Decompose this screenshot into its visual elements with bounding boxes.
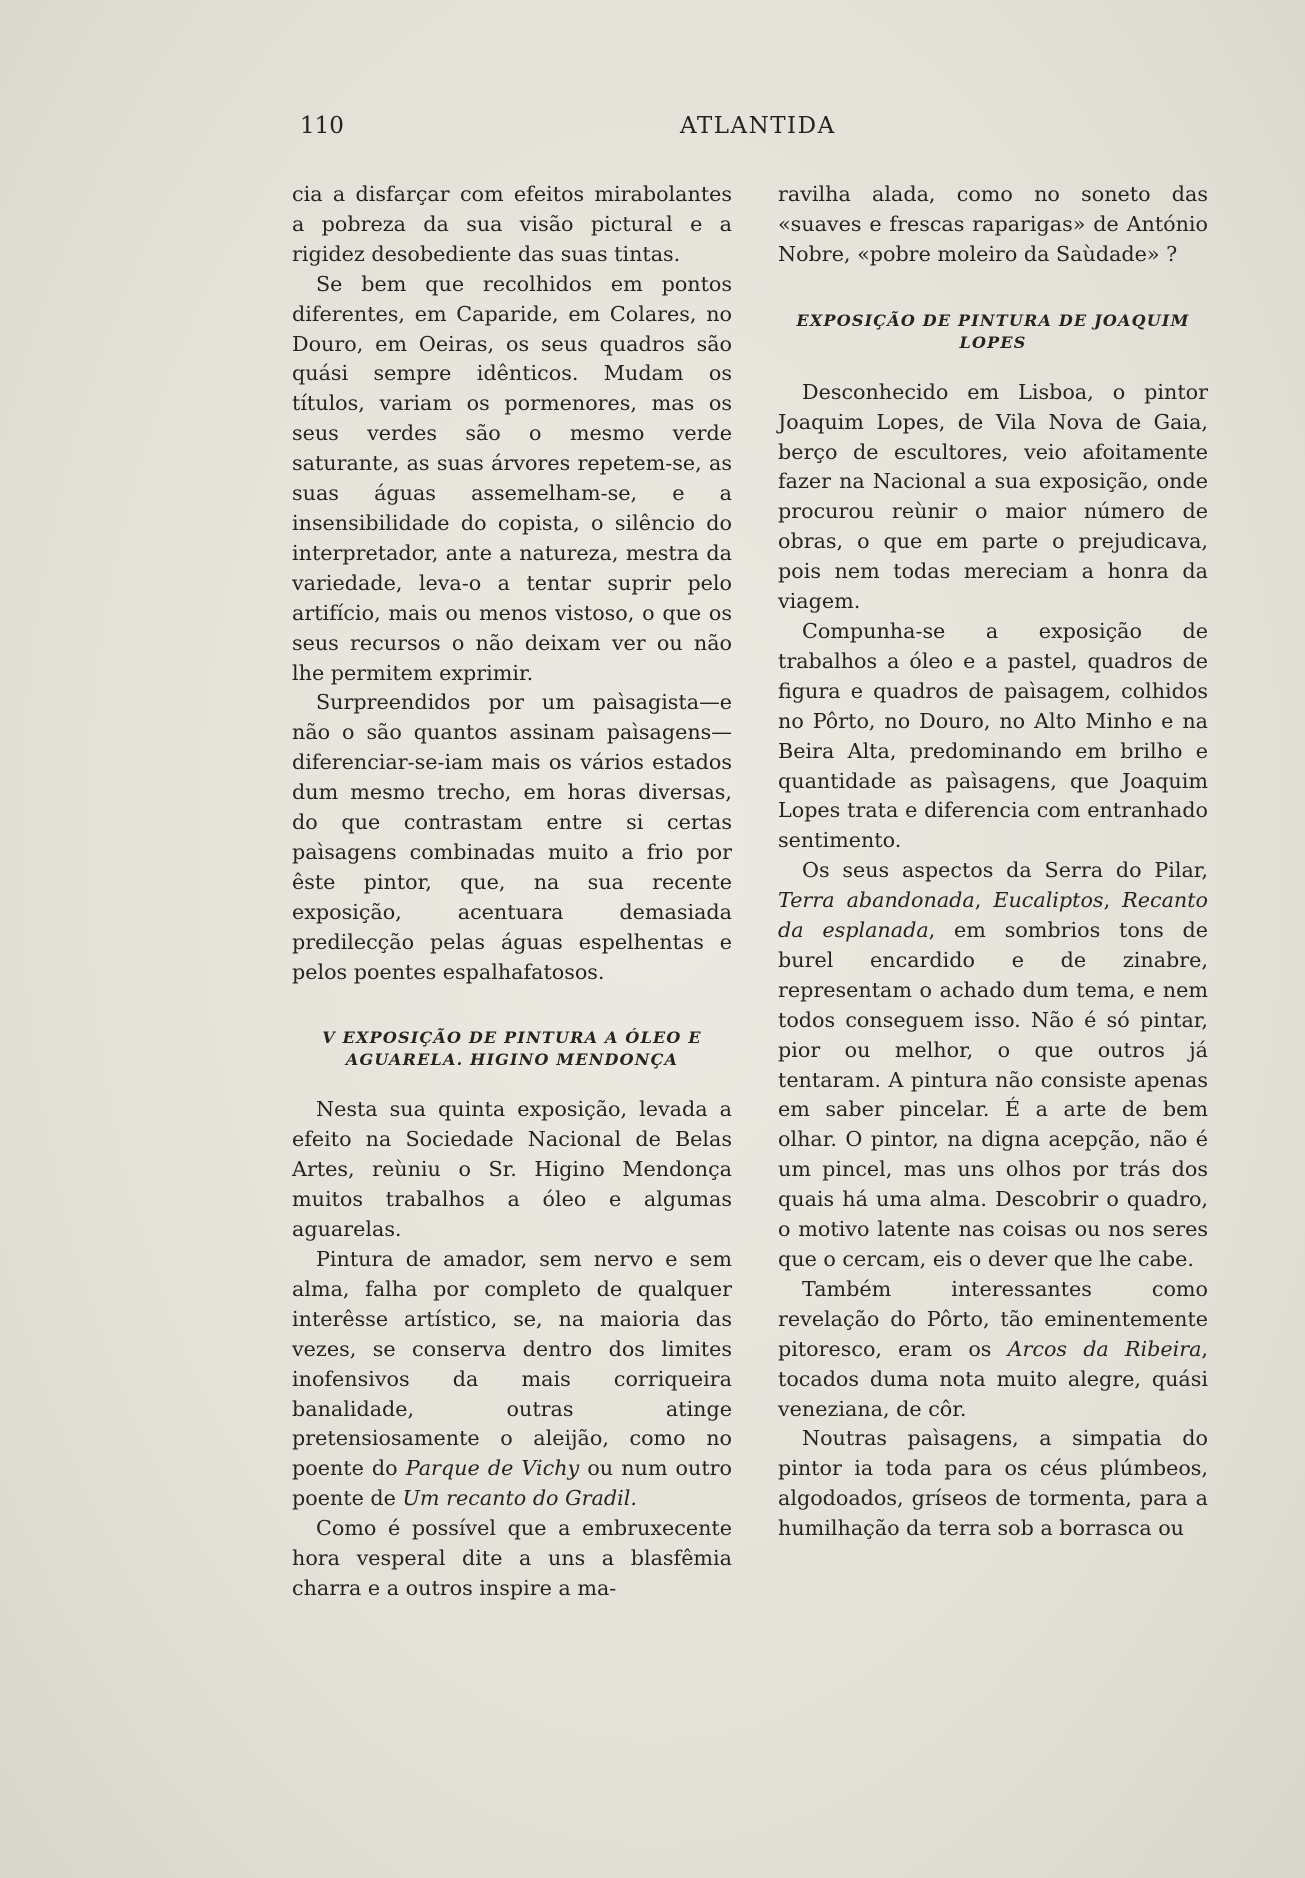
- paragraph: Nesta sua quinta exposição, levada a efeito na Sociedade Nacional de Belas Artes, reùniu o Sr. Higino Mendonça muitos trabalhos a óleo e algumas aguarelas.: [292, 1097, 732, 1242]
- artwork-title: Arcos da Ribeira: [1007, 1336, 1202, 1361]
- artwork-title: Eucaliptos: [993, 888, 1104, 913]
- paragraph-text: , tocados duma nota muito alegre, quási veneziana, de côr.: [778, 1336, 1208, 1421]
- paragraph: Se bem que recolhidos em pontos diferentes, em Caparide, em Colares, no Douro, em Oeiras, os seus quadros são quási sempre idênticos. Mudam os títulos, variam os pormenores, mas os seus verdes são o mesmo verde saturante, as suas árvores repetem-se, as suas águas assemelham-se, e a insensibilidade do copista, o silêncio do interpretador, ante a natureza, mestra da variedade, leva-o a tentar suprir pelo artifício, mais ou menos vistoso, o que os seus recursos o não deixam ver ou não lhe permitem exprimir.: [292, 271, 732, 685]
- paragraph-text: Os seus aspectos da Serra do Pilar,: [802, 858, 1208, 883]
- paragraph: Noutras paìsagens, a simpatia do pintor ia toda para os céus plúmbeos, algodoados, gríseos de tormenta, para a humilhação da terra sob a borrasca ou: [778, 1426, 1208, 1541]
- separator: ,: [1103, 888, 1123, 913]
- paragraph: cia a disfarçar com efeitos mirabolantes a pobreza da sua visão pictural e a rigidez desobediente das suas tintas.: [292, 182, 732, 266]
- paragraph: ravilha alada, como no soneto das «suaves e frescas raparigas» de António Nobre, «pobre moleiro da Saùdade» ?: [778, 182, 1208, 266]
- running-title: ATLANTIDA: [680, 113, 836, 139]
- separator: ,: [974, 888, 994, 913]
- right-column: [778, 180, 1208, 1544]
- paragraph-text: ou num outro poente de: [292, 1456, 732, 1511]
- artwork-title: Parque de Vichy: [405, 1456, 580, 1481]
- paragraph: [292, 1245, 732, 1514]
- paragraph: Desconhecido em Lisboa, o pintor Joaquim Lopes, de Vila Nova de Gaia, berço de escultores, veio afoitamente fazer na Nacional a sua exposição, onde procurou reùnir o maior número de obras, o que em parte o prejudicava, pois nem todas mereciam a honra da viagem.: [778, 379, 1208, 614]
- paragraph-text: Também interessantes como revelação do Pôrto, tão eminentemente pitoresco, eram os: [778, 1276, 1208, 1361]
- page-header: [290, 113, 1220, 147]
- artwork-title: Recanto da esplanada: [778, 888, 1209, 943]
- section-heading-higino-mendonca: V EXPOSIÇÃO DE PINTURA A ÓLEO E AGUARELA. HIGINO MENDONÇA: [322, 1028, 702, 1070]
- paragraph-text: , em sombrios tons de burel encardido e de zinabre, representam o achado dum tema, e nem todos conseguem isso. Não é só pintar, pior ou melhor, o que outros já tentaram. A pintura não consiste apenas em saber pincelar. É a arte de bem olhar. O pintor, na digna acepção, não é um pincel, mas uns olhos por trás dos quais há uma alma. Descobrir o quadro, o motivo latente nas coisas ou nos seres que o cercam, eis o dever que lhe cabe.: [778, 918, 1208, 1271]
- artwork-title: Um recanto do Gradil.: [402, 1486, 637, 1511]
- paragraph: Como é possível que a embruxecente hora vesperal dite a uns a blasfêmia charra e a outros inspire a ma-: [292, 1516, 732, 1600]
- paragraph: [778, 1275, 1208, 1425]
- left-column: [292, 180, 732, 1604]
- page-number: 110: [300, 113, 344, 139]
- paragraph: [778, 856, 1208, 1275]
- paragraph: Surpreendidos por um paìsagista—e não o são quantos assinam paìsagens—diferenciar-se-iam mais os vários estados dum mesmo trecho, em horas diversas, do que contrastam entre si certas paìsagens combinadas muito a frio por êste pintor, que, na sua recente exposição, acentuara demasiada predilecção pelas águas espelhentas e pelos poentes espalhafatosos.: [292, 690, 732, 984]
- section-heading-joaquim-lopes: EXPOSIÇÃO DE PINTURA DE JOAQUIM LOPES: [796, 310, 1190, 352]
- paragraph: Compunha-se a exposição de trabalhos a óleo e a pastel, quadros de figura e quadros de paìsagem, colhidos no Pôrto, no Douro, no Alto Minho e na Beira Alta, predominando em brilho e quantidade as paìsagens, que Joaquim Lopes trata e diferencia com entranhado sentimento.: [778, 618, 1208, 853]
- paragraph-text: Pintura de amador, sem nervo e sem alma, falha por completo de qualquer interêsse artístico, se, na maioria das vezes, se conserva dentro dos limites inofensivos da mais corriqueira banalidade, outras atinge pretensiosamente o aleijão, como no poente do: [292, 1247, 732, 1481]
- artwork-title: Terra abandonada: [778, 888, 975, 913]
